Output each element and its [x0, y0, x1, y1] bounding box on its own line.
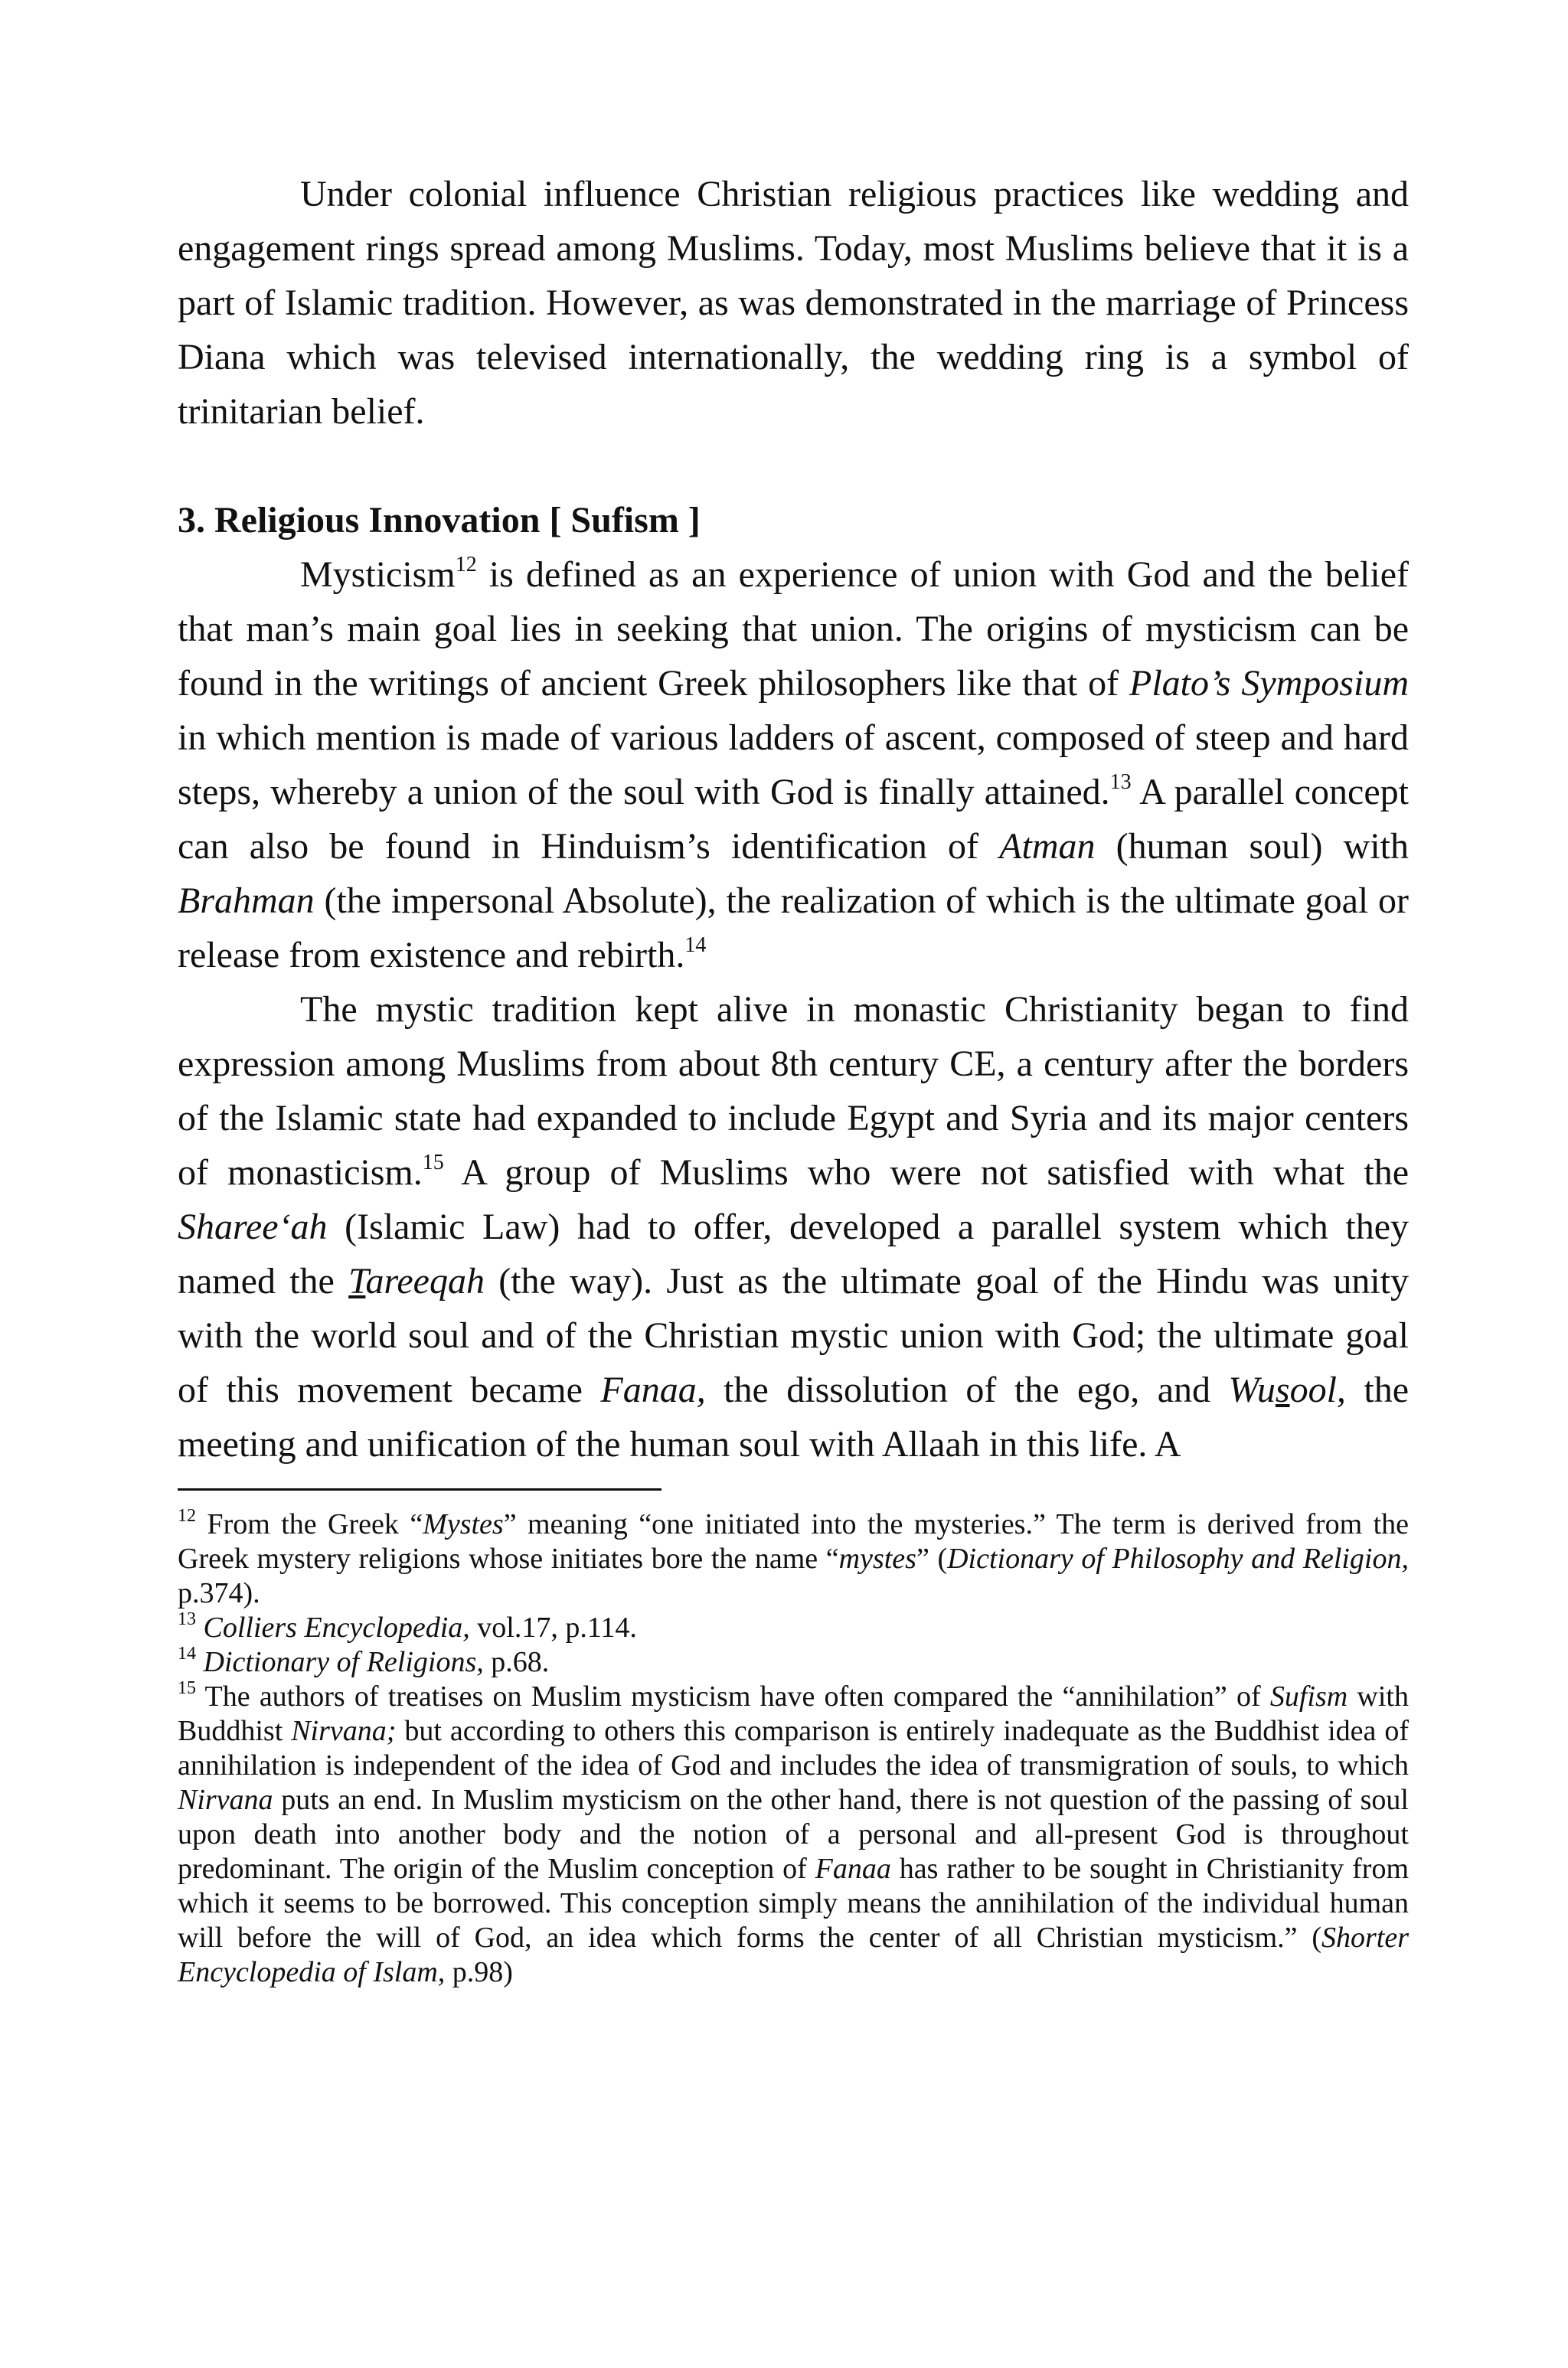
- text-run: ool,: [1289, 1370, 1346, 1410]
- footnote-separator: [178, 1488, 662, 1491]
- italic-fanaa: Fanaa,: [600, 1370, 706, 1410]
- italic-atman: Atman: [999, 826, 1096, 867]
- underlined-letter: T: [348, 1261, 366, 1302]
- underlined-letter: s: [1275, 1370, 1290, 1410]
- italic-brahman: Brahman: [178, 880, 315, 921]
- text-run: areeqah: [365, 1261, 485, 1302]
- text-run: Mysticism: [300, 554, 456, 595]
- text-run: (Islamic Law) had to offer, developed a parallel system which they named the: [178, 1207, 1409, 1302]
- text-run: the dissolution of the ego, and: [705, 1370, 1229, 1410]
- footnote-13: [178, 1611, 1409, 1645]
- text-run: in which mention is made of various ladders of ascent, composed of steep and hard steps, whereby a union of the soul with God is finally attained.: [178, 717, 1409, 812]
- text-run: From the Greek “: [196, 1508, 423, 1540]
- footnote-ref-15[interactable]: 15: [422, 1151, 444, 1174]
- italic-source: Shorter Encyclopedia of Islam,: [178, 1922, 1409, 1988]
- footnote-number: 15: [178, 1678, 196, 1698]
- text-run: ” (: [916, 1543, 948, 1575]
- footnote-15: [178, 1680, 1409, 1990]
- footnote-14: [178, 1645, 1409, 1680]
- footnote-number: 12: [178, 1506, 196, 1526]
- text-run: p.68.: [483, 1646, 550, 1678]
- italic-source: Colliers Encyclopedia,: [196, 1612, 470, 1644]
- paragraph-mystic-tradition: [178, 982, 1409, 1471]
- italic-shareeah: Sharee‘ah: [178, 1207, 328, 1247]
- italic-source: Dictionary of Religions,: [196, 1646, 484, 1678]
- text-run: The authors of treatises on Muslim mysticism have often compared the “annihilation” of: [196, 1680, 1270, 1713]
- text-run: (human soul) with: [1095, 826, 1409, 867]
- text-run: but according to others this comparison is entirely inadequate as the Buddhist idea of annihilation is independent of the idea of God and includes the idea of transmigration of souls, to which: [178, 1715, 1409, 1782]
- text-run: the meeting and unification of the human soul with Allaah in this life. A: [178, 1370, 1410, 1465]
- paragraph-wedding-rings: Under colonial influence Christian religious practices like wedding and engagement rings spread among Muslims. Today, most Muslims believe that it is a part of Islamic tradition. However, as was demonstrated in the marriage of Princess Diana which was televised internationally, the wedding ring is a symbol of trinitarian belief.: [178, 174, 1409, 432]
- text-run: is defined as an experience of union with God and the belief that man’s main goal lies in seeking that union. The origins of mysticism can be found in the writings of ancient Greek philosophers like that of: [178, 554, 1409, 704]
- italic-term: mystes: [838, 1543, 916, 1575]
- text-run: vol.17, p.114.: [469, 1612, 637, 1644]
- section-heading: 3. Religious Innovation [ Sufism ]: [178, 500, 701, 541]
- text-run: p.98): [445, 1956, 513, 1988]
- footnote-number: 13: [178, 1609, 196, 1629]
- italic-source: Dictionary of Philosophy and Religion,: [947, 1543, 1409, 1575]
- italic-tareeqah: [348, 1261, 485, 1302]
- text-run: Wu: [1228, 1370, 1276, 1410]
- italic-term: Nirvana;: [291, 1715, 397, 1747]
- text-run: The mystic tradition kept alive in monastic Christianity began to find expression among Muslims from about 8th century CE, a century after the borders of the Islamic state had expanded to include Egypt and Syria and its major centers of monasticism.: [178, 989, 1409, 1193]
- footnote-number: 14: [178, 1644, 196, 1664]
- text-run: ” meaning “one initiated into the mysteries.” The term is derived from the Greek mystery religions whose initiates bore the name “: [178, 1508, 1409, 1575]
- footnotes: [178, 1507, 1409, 1990]
- italic-term: Fanaa: [815, 1853, 891, 1885]
- text-run: with Buddhist: [178, 1680, 1409, 1747]
- paragraph-mysticism: [178, 547, 1409, 982]
- text-run: A parallel concept can also be found in Hinduism’s identification of: [178, 772, 1409, 867]
- text-run: p.374).: [178, 1577, 260, 1609]
- italic-term: Mystes: [423, 1508, 504, 1540]
- footnote-ref-12[interactable]: 12: [455, 553, 477, 576]
- text-run: has rather to be sought in Christianity from which it seems to be borrowed. This conception simply means the annihilation of the individual human will before the will of God, an idea which forms the center of all Christian mysticism.” (: [178, 1853, 1409, 1954]
- italic-term: Nirvana: [178, 1784, 273, 1816]
- italic-wusool: [1229, 1370, 1346, 1410]
- italic-term: Sufism: [1269, 1680, 1348, 1713]
- document-page: [178, 167, 1409, 1990]
- text-run: A group of Muslims who were not satisfied with what the: [443, 1152, 1409, 1193]
- footnote-12: [178, 1507, 1409, 1611]
- italic-plato-symposium: Plato’s Symposium: [1129, 663, 1409, 704]
- text-run: (the way). Just as the ultimate goal of the Hindu was unity with the world soul and of the Christian mystic union with God; the ultimate goal of this movement became: [178, 1261, 1409, 1410]
- text-run: (the impersonal Absolute), the realization of which is the ultimate goal or release from existence and rebirth.: [178, 880, 1409, 975]
- footnote-ref-14[interactable]: 14: [684, 933, 707, 957]
- text-run: puts an end. In Muslim mysticism on the other hand, there is not question of the passing of soul upon death into another body and the notion of a personal and all-present God is throughout predominant. The origin of the Muslim conception of: [178, 1784, 1409, 1885]
- footnote-ref-13[interactable]: 13: [1109, 770, 1132, 794]
